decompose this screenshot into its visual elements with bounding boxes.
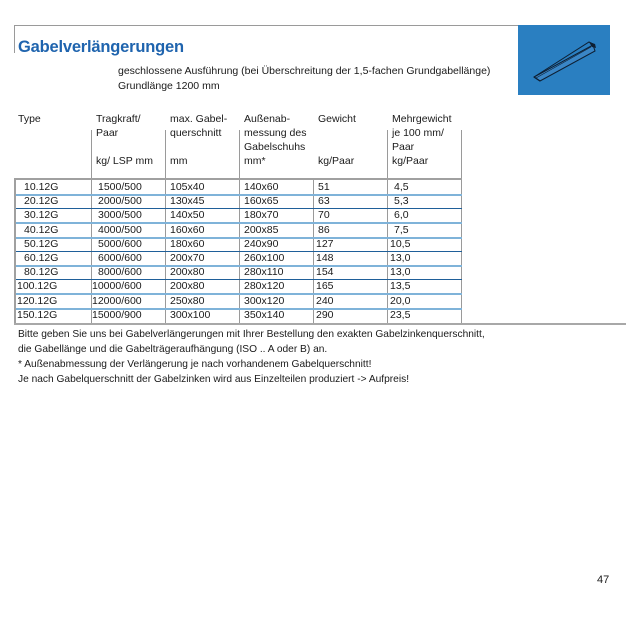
title-frame-left-border [14,25,15,53]
subtitle [118,64,490,94]
col-header-mehrgewicht: Mehrgewicht je 100 mm/ Paar kg/Paar [392,113,452,167]
cell-gewicht: 86 [318,223,330,236]
col-unit: kg/ LSP mm [96,155,153,167]
cell-type: 150.12G [17,308,58,321]
cell-tragkraft: 5000/600 [98,237,142,250]
col-header-type: Type [18,113,41,125]
table-row [16,224,462,237]
cell-querschnitt: 200x80 [170,266,205,279]
cell-mehrgewicht: 13,5 [390,280,411,293]
col-unit: kg/Paar [318,155,355,167]
col-header-gewicht: Gewicht kg/Paar [318,113,356,167]
cell-tragkraft: 15000/900 [92,308,142,321]
table-row [16,181,462,194]
cell-gewicht: 240 [316,294,334,307]
cell-gewicht: 290 [316,308,334,321]
cell-tragkraft: 3000/500 [98,209,142,222]
cell-aussen: 240x90 [244,237,279,250]
cell-mehrgewicht: 5,3 [394,195,409,208]
cell-querschnitt: 300x100 [170,308,211,321]
table-row [16,280,462,293]
col-header-tragkraft: Tragkraft/ Paar kg/ LSP mm [96,113,153,167]
cell-type: 40.12G [24,223,59,236]
cell-mehrgewicht: 23,5 [390,308,411,321]
col-header-aussenabmessung: Außenab- messung des Gabelschuhs mm* [244,113,307,167]
cell-querschnitt: 160x60 [170,223,205,236]
note-line: * Außenabmessung der Verlängerung je nach vorhandenem Gabelquerschnitt! [18,359,372,370]
cell-tragkraft: 2000/500 [98,195,142,208]
cell-tragkraft: 12000/600 [92,294,142,307]
col-unit: kg/Paar [392,155,429,167]
col-header-querschnitt: max. Gabel- querschnitt mm [170,113,228,167]
table-row [16,209,462,222]
table-body [14,178,462,323]
cell-aussen: 280x120 [244,280,285,293]
cell-tragkraft: 8000/600 [98,266,142,279]
cell-mehrgewicht: 6,0 [394,209,409,222]
cell-mehrgewicht: 20,0 [390,294,411,307]
product-image [518,25,610,95]
cell-querschnitt: 130x45 [170,195,205,208]
cell-aussen: 160x65 [244,195,279,208]
order-notes [18,327,485,387]
cell-tragkraft: 4000/500 [98,223,142,236]
cell-querschnitt: 140x50 [170,209,205,222]
page-title: Gabelverlängerungen [18,38,184,56]
cell-aussen: 140x60 [244,181,279,193]
cell-querschnitt: 180x60 [170,237,205,250]
col-unit: mm [170,155,188,167]
note-line: Je nach Gabelquerschnitt der Gabelzinken wird aus Einzelteilen produziert -> Aufpreis! [18,374,410,385]
cell-gewicht: 148 [316,252,334,264]
page-number: 47 [597,574,610,586]
cell-aussen: 200x85 [244,223,279,236]
subtitle-line: geschlossene Ausführung (bei Überschreitung der 1,5-fachen Grundgabellänge) [118,65,491,77]
cell-type: 20.12G [24,195,59,208]
subtitle-line: Grundlänge 1200 mm [118,80,220,92]
cell-gewicht: 154 [316,266,334,279]
cell-mehrgewicht: 10,5 [390,237,411,250]
fork-extension-icon [518,25,610,95]
cell-mehrgewicht: 7,5 [394,223,409,236]
table-row [16,252,462,265]
cell-querschnitt: 200x70 [170,252,205,264]
cell-mehrgewicht: 4,5 [394,181,409,193]
cell-tragkraft: 1500/500 [98,181,142,193]
cell-querschnitt: 200x80 [170,280,205,293]
note-line: die Gabellänge und die Gabelträgeraufhängung (ISO .. A oder B) an. [18,344,328,355]
table-bottom-border [14,323,626,325]
cell-querschnitt: 105x40 [170,181,205,193]
cell-type: 50.12G [24,237,59,250]
cell-aussen: 300x120 [244,294,285,307]
cell-gewicht: 70 [318,209,330,222]
table-row [16,195,462,208]
cell-type: 80.12G [24,266,59,279]
cell-gewicht: 165 [316,280,334,293]
table-row [16,309,462,322]
cell-querschnitt: 250x80 [170,294,205,307]
cell-mehrgewicht: 13,0 [390,252,411,264]
cell-mehrgewicht: 13,0 [390,266,411,279]
cell-type: 120.12G [17,294,58,307]
cell-aussen: 260x100 [244,252,285,264]
cell-aussen: 180x70 [244,209,279,222]
table-row [16,295,462,308]
table-row [16,238,462,251]
cell-type: 60.12G [24,252,59,264]
cell-gewicht: 127 [316,237,334,250]
table-row [16,266,462,279]
col-unit: mm* [244,155,266,167]
title-frame-top-border [14,25,519,26]
cell-aussen: 280x110 [244,266,284,279]
note-line: Bitte geben Sie uns bei Gabelverlängerungen mit Ihrer Bestellung den exakten Gabelzinkenquerschnitt, [18,329,485,340]
cell-gewicht: 63 [318,195,330,208]
cell-type: 100.12G [17,280,58,293]
cell-type: 10.12G [24,181,59,193]
cell-tragkraft: 6000/600 [98,252,142,264]
cell-gewicht: 51 [318,181,330,193]
cell-aussen: 350x140 [244,308,285,321]
cell-tragkraft: 10000/600 [92,280,142,293]
cell-type: 30.12G [24,209,59,222]
